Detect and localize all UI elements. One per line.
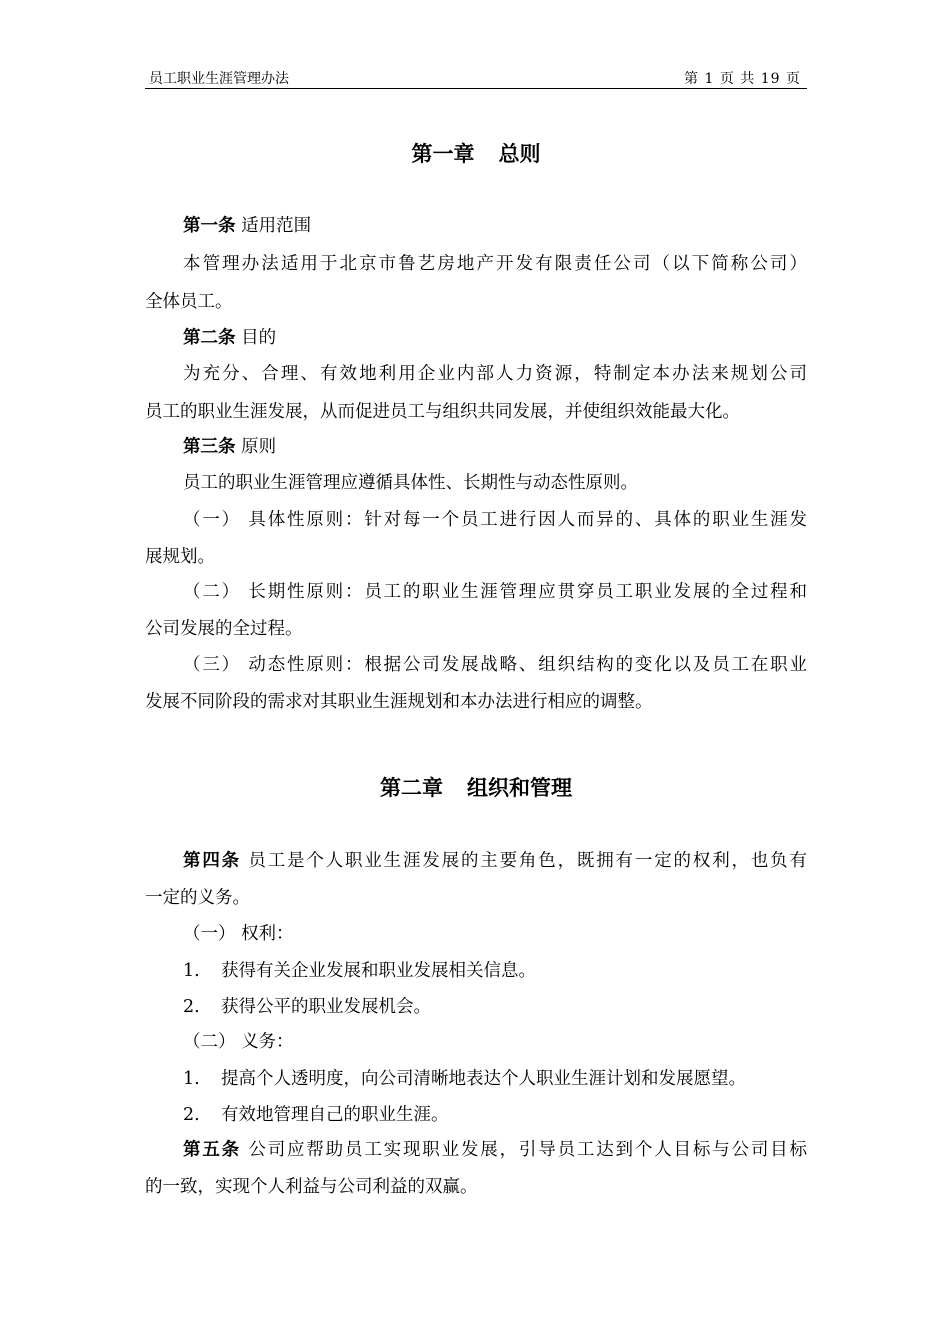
article-2-label: 第二条 bbox=[183, 328, 236, 348]
article-1-line-2: 全体员工。 bbox=[145, 292, 233, 312]
rights-item-2-text: 获得公平的职业发展机会。 bbox=[221, 997, 431, 1017]
chapter-2-label: 第二章 bbox=[380, 776, 443, 800]
article-4-label: 第四条 bbox=[183, 851, 241, 871]
rights-title: （一） 权利： bbox=[183, 924, 294, 944]
article-5-line-2: 的一致，实现个人利益与公司利益的双赢。 bbox=[145, 1177, 478, 1197]
article-5-text: 公司应帮助员工实现职业发展，引导员工达到个人目标与公司目标 bbox=[248, 1140, 807, 1160]
article-2-title: 目的 bbox=[241, 328, 277, 348]
duties-item-1-text: 提高个人透明度，向公司清晰地表达个人职业生涯计划和发展愿望。 bbox=[221, 1069, 746, 1089]
article-3-title: 原则 bbox=[241, 437, 277, 457]
article-3-line-1: 员工的职业生涯管理应遵循具体性、长期性与动态性原则。 bbox=[183, 473, 638, 493]
page-header bbox=[145, 66, 807, 89]
article-2-line-1: 为充分、合理、有效地利用企业内部人力资源，特制定本办法来规划公司 bbox=[183, 364, 807, 384]
header-page-info: 第 1 页 共 19 页 bbox=[684, 71, 801, 87]
chapter-1-heading bbox=[145, 138, 807, 168]
principle-1-line-1: （一） 具体性原则：针对每一个员工进行因人而异的、具体的职业生涯发 bbox=[183, 510, 807, 530]
chapter-1-title: 总则 bbox=[498, 142, 541, 166]
article-1-heading bbox=[145, 212, 807, 237]
duties-title: （二） 义务： bbox=[183, 1032, 294, 1052]
rights-item-2 bbox=[145, 993, 807, 1018]
article-3-label: 第三条 bbox=[183, 437, 236, 457]
header-title: 员工职业生涯管理办法 bbox=[149, 71, 289, 87]
principle-2-line-2: 公司发展的全过程。 bbox=[145, 619, 303, 639]
rights-item-1 bbox=[145, 957, 807, 982]
duties-item-2 bbox=[145, 1101, 807, 1126]
article-5-label: 第五条 bbox=[183, 1140, 241, 1160]
article-1-line-1: 本管理办法适用于北京市鲁艺房地产开发有限责任公司（以下简称公司） bbox=[183, 254, 807, 274]
principle-3-line-2: 发展不同阶段的需求对其职业生涯规划和本办法进行相应的调整。 bbox=[145, 692, 653, 712]
article-3-heading bbox=[145, 433, 807, 458]
duties-item-2-number: 2. bbox=[183, 1105, 200, 1125]
article-4-text: 员工是个人职业生涯发展的主要角色，既拥有一定的权利，也负有 bbox=[248, 851, 807, 871]
rights-item-1-text: 获得有关企业发展和职业发展相关信息。 bbox=[221, 961, 536, 981]
chapter-2-title: 组织和管理 bbox=[467, 776, 572, 800]
article-5-line-1 bbox=[145, 1136, 807, 1161]
principle-3-line-1: （三） 动态性原则：根据公司发展战略、组织结构的变化以及员工在职业 bbox=[183, 655, 807, 675]
article-4-line-2: 一定的义务。 bbox=[145, 888, 250, 908]
article-2-line-2: 员工的职业生涯发展，从而促进员工与组织共同发展，并使组织效能最大化。 bbox=[145, 402, 740, 422]
rights-item-1-number: 1. bbox=[183, 961, 200, 981]
principle-2-line-1: （二） 长期性原则：员工的职业生涯管理应贯穿员工职业发展的全过程和 bbox=[183, 582, 807, 602]
article-1-label: 第一条 bbox=[183, 216, 236, 236]
chapter-1-label: 第一章 bbox=[411, 142, 475, 166]
rights-item-2-number: 2. bbox=[183, 997, 200, 1017]
duties-item-2-text: 有效地管理自己的职业生涯。 bbox=[221, 1105, 449, 1125]
duties-item-1 bbox=[145, 1065, 807, 1090]
article-1-title: 适用范围 bbox=[241, 216, 312, 236]
article-2-heading bbox=[145, 324, 807, 349]
chapter-2-heading bbox=[145, 772, 807, 802]
article-4-line-1 bbox=[145, 847, 807, 872]
principle-1-line-2: 展规划。 bbox=[145, 547, 215, 567]
duties-item-1-number: 1. bbox=[183, 1069, 200, 1089]
